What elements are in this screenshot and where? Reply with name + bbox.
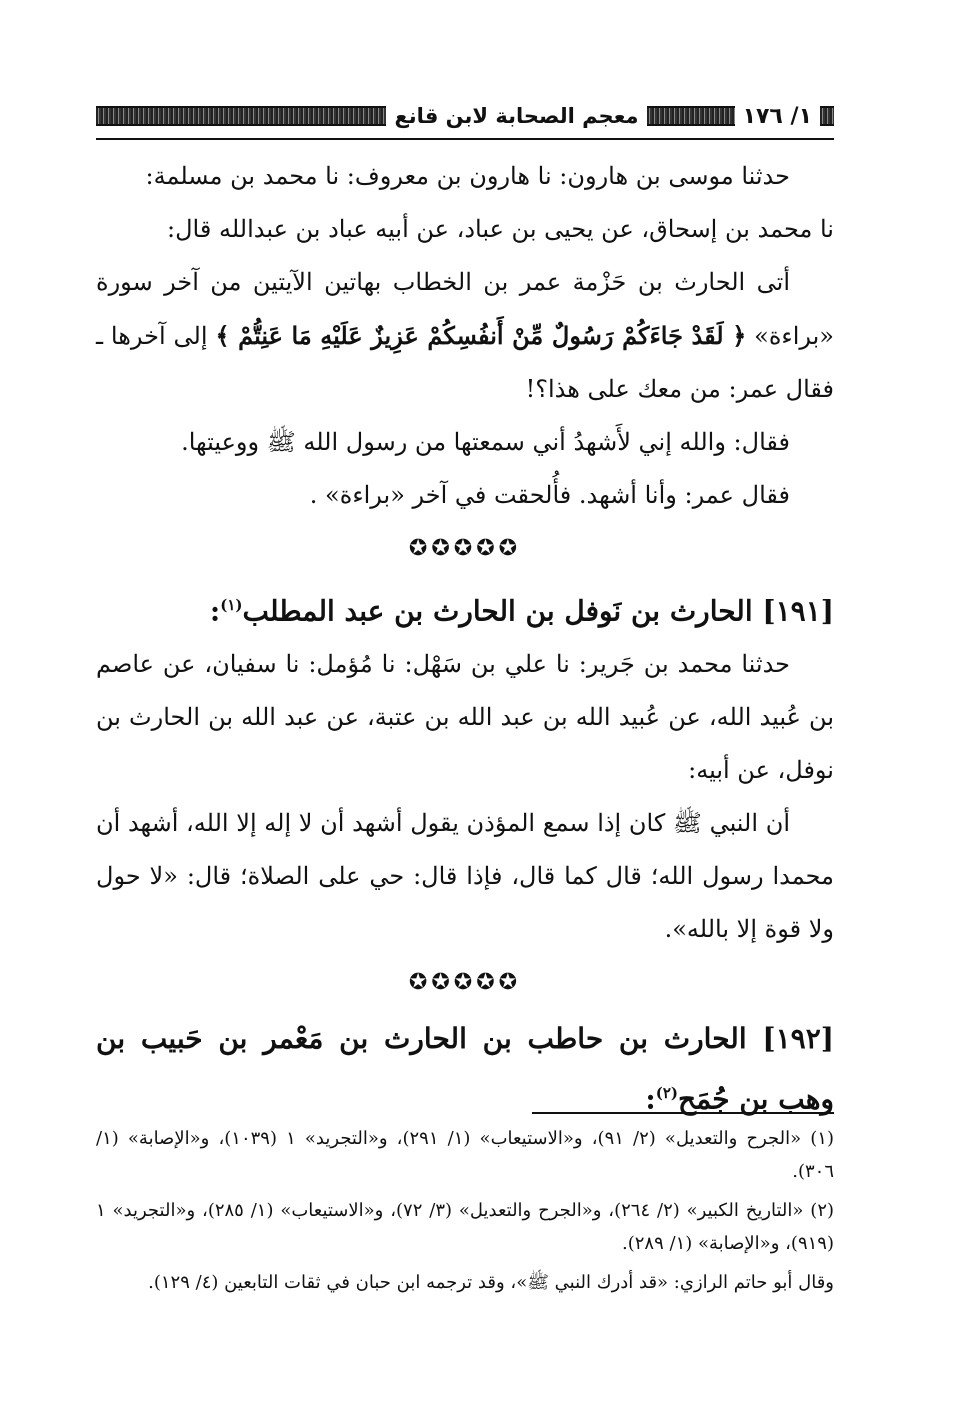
footnote-ref-1[interactable]: (١) bbox=[220, 596, 243, 614]
entry-title-191-text: [١٩١] الحارث بن نَوفل بن الحارث بن عبد المطلب bbox=[242, 594, 834, 628]
footnote-2: (٢) «التاريخ الكبير» (٢/ ٢٦٤)، و«الجرح والتعديل» (٣/ ٧٢)، و«الاستيعاب» (١/ ٢٨٥)، و«التجريد» ١ (٩١٩)، و«الإصابة» (١/ ٢٨٩). bbox=[96, 1200, 835, 1254]
entry-title-192-text: [١٩٢] الحارث بن حاطب بن الحارث بن مَعْمر بن حَبيب بن وهب بن جُمَح bbox=[96, 1022, 834, 1116]
entry-title-191-colon: : bbox=[209, 594, 221, 628]
footnote-2-continued: وقال أبو حاتم الرازي: «قد أدرك النبي ﷺ»، وقد ترجمه ابن حبان في ثقات التابعين (٤/ ١٢٩). bbox=[148, 1272, 834, 1293]
entry-title-191 bbox=[96, 578, 834, 638]
paragraph-hadith-191: أن النبي ﷺ كان إذا سمع المؤذن يقول أشهد أن لا إله إلا الله، أشهد أن محمدا رسول الله؛ قال كما قال، فإذا قال: حي على الصلاة؛ قال: «لا حول ولا قوة إلا بالله». bbox=[96, 809, 834, 944]
book-title: معجم الصحابة لابن قانع bbox=[394, 104, 639, 128]
footnote-rule bbox=[532, 1112, 834, 1114]
main-text bbox=[96, 150, 834, 1127]
paragraph-verse bbox=[96, 256, 834, 416]
footnotes bbox=[96, 1122, 834, 1305]
paragraph-verse-tail: إلى آخرها ـ فقال عمر: من معك على هذا؟! bbox=[96, 322, 834, 403]
header-rule bbox=[96, 138, 834, 140]
isnad-line-1: حدثنا موسى بن هارون: نا هارون بن معروف: نا محمد بن مسلمة: bbox=[145, 162, 790, 190]
footnote-1: (١) «الجرح والتعديل» (٢/ ٩١)، و«الاستيعاب» (١/ ٢٩١)، و«التجريد» ١ (١٠٣٩)، و«الإصابة» (١/ ٣٠٦). bbox=[96, 1128, 834, 1182]
isnad-line-2: نا محمد بن إسحاق، عن يحيى بن عباد، عن أبيه عباد بن عبدالله قال: bbox=[167, 215, 834, 243]
running-header bbox=[96, 98, 834, 134]
paragraph-isnad-191: حدثنا محمد بن جَرير: نا علي بن سَهْل: نا مُؤمل: نا سفيان، عن عاصم بن عُبيد الله، عن عُبيد الله بن عبد الله بن عتبة، عن عبد الله بن الحارث بن نوفل، عن أبيه: bbox=[96, 650, 834, 785]
quran-verse: ﴿ لَقَدْ جَاءَكُمْ رَسُولٌ مِّنْ أَنفُسِكُمْ عَزِيزٌ عَلَيْهِ مَا عَنِتُّمْ ﴾ bbox=[215, 321, 747, 350]
paragraph-umar: فقال عمر: وأنا أشهد. فأُلحقت في آخر «براءة» . bbox=[309, 481, 790, 509]
header-ornament-middle bbox=[647, 106, 735, 126]
entry-title-192-colon: : bbox=[645, 1082, 656, 1116]
paragraph-testimony: فقال: والله إني لأَشهدُ أني سمعتها من رسول الله ﷺ ووعيتها. bbox=[181, 428, 790, 456]
entry-title-192 bbox=[96, 1012, 834, 1126]
header-ornament-right bbox=[820, 106, 834, 126]
section-separator: ✪✪✪✪✪ bbox=[408, 970, 522, 996]
footnote-ref-2[interactable]: (٢) bbox=[655, 1084, 679, 1103]
section-separator: ✪✪✪✪✪ bbox=[408, 536, 522, 561]
page-number: ١/ ١٧٦ bbox=[742, 103, 812, 129]
paragraph-verse-lead: أتى الحارث بن حَزْمة عمر بن الخطاب بهاتين الآيتين من آخر سورة «براءة» bbox=[96, 268, 834, 350]
header-ornament-left bbox=[96, 106, 386, 126]
